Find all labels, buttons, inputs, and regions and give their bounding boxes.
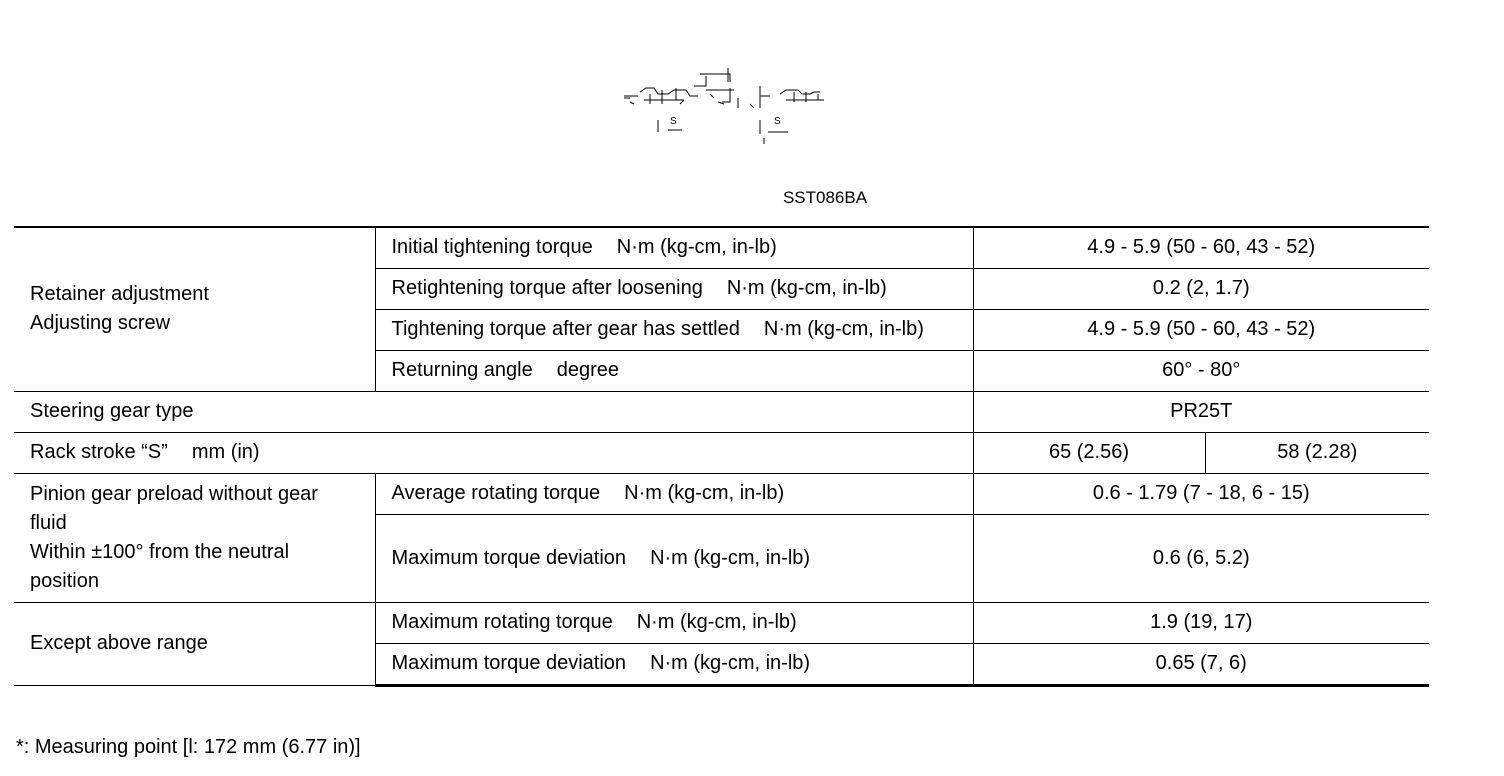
unit-label: N·m (kg-cm, in-lb) [763, 318, 924, 340]
label-cell: Steering gear type [14, 392, 973, 433]
value-cell: 4.9 - 5.9 (50 - 60, 43 - 52) [973, 227, 1429, 269]
unit-label: N·m (kg-cm, in-lb) [650, 652, 811, 674]
value-cell: 0.6 - 1.79 (7 - 18, 6 - 15) [973, 474, 1429, 515]
steering-gear-diagram [610, 58, 840, 148]
item-label: Retightening torque after loosening [391, 277, 703, 299]
item-cell [375, 227, 973, 269]
unit-label: N·m (kg-cm, in-lb) [726, 277, 887, 299]
value-cell: 60° - 80° [973, 351, 1429, 392]
value-cell: 0.2 (2, 1.7) [973, 269, 1429, 310]
specification-table [14, 226, 1429, 687]
unit-label: N·m (kg-cm, in-lb) [616, 236, 777, 258]
group-label-cell [14, 474, 375, 603]
group-label-cell [14, 227, 375, 392]
value-cell: PR25T [973, 392, 1429, 433]
item-cell [375, 644, 973, 686]
item-label: Tightening torque after gear has settled [391, 318, 740, 340]
table-row [14, 603, 1429, 644]
value-cell: 1.9 (19, 17) [973, 603, 1429, 644]
value-cell: 0.65 (7, 6) [973, 644, 1429, 686]
unit-label: N·m (kg-cm, in-lb) [624, 482, 785, 504]
item-label: Maximum torque deviation [391, 652, 627, 674]
item-label: Maximum rotating torque [391, 611, 613, 633]
item-cell [375, 351, 973, 392]
item-cell [375, 603, 973, 644]
unit-label: N·m (kg-cm, in-lb) [636, 611, 797, 633]
unit-label: mm (in) [191, 441, 260, 463]
stroke-s-mark-left: S [670, 116, 677, 127]
item-label: Rack stroke “S” [30, 441, 168, 463]
value-cell: 65 (2.56) [973, 433, 1205, 474]
item-label: Average rotating torque [391, 482, 601, 504]
value-cell: 0.6 (6, 5.2) [973, 515, 1429, 603]
group-label: Retainer adjustment [30, 283, 209, 305]
item-label: Returning angle [391, 359, 533, 381]
item-cell [375, 310, 973, 351]
table-row [14, 433, 1429, 474]
value-cell: 58 (2.28) [1205, 433, 1429, 474]
group-label: Within ±100° from the neutral position [30, 540, 290, 592]
unit-label: N·m (kg-cm, in-lb) [650, 546, 811, 569]
table-row [14, 227, 1429, 269]
group-label: Adjusting screw [30, 312, 171, 334]
group-label-cell: Except above range [14, 603, 375, 686]
group-label: Pinion gear preload without gear fluid [30, 482, 318, 534]
stroke-s-mark-right: S [774, 116, 781, 127]
figure-code: SST086BA [782, 188, 868, 207]
unit-label: degree [556, 359, 619, 381]
label-cell [14, 433, 973, 474]
item-cell [375, 515, 973, 603]
value-cell: 4.9 - 5.9 (50 - 60, 43 - 52) [973, 310, 1429, 351]
item-cell [375, 474, 973, 515]
table-row [14, 392, 1429, 433]
table-row [14, 474, 1429, 515]
item-label: Maximum torque deviation [391, 546, 627, 569]
item-cell [375, 269, 973, 310]
footnote: *: Measuring point [l: 172 mm (6.77 in)] [16, 736, 361, 758]
item-label: Initial tightening torque [391, 236, 593, 258]
